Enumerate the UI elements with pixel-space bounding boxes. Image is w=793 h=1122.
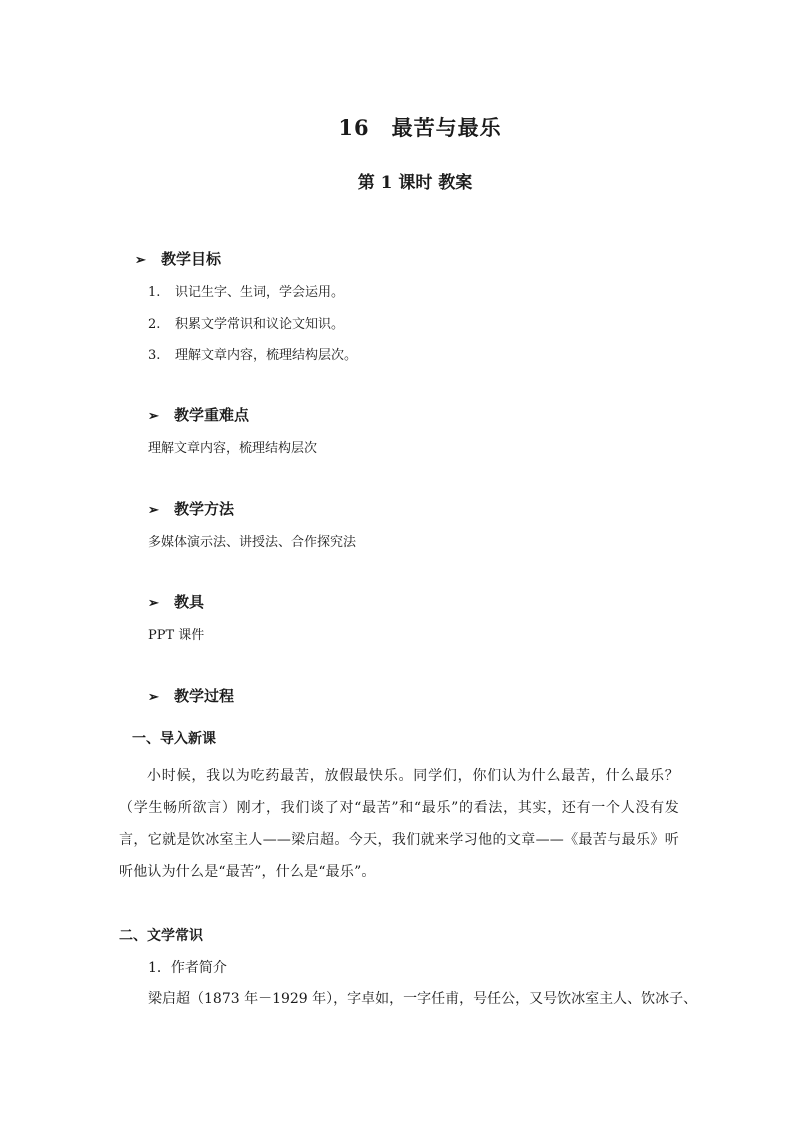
arrow-bullet-icon: ➢ <box>148 503 159 518</box>
arrow-bullet-icon: ➢ <box>135 253 146 268</box>
arrow-bullet-icon: ➢ <box>148 409 159 424</box>
part-heading-intro: 一、导入新课 <box>132 731 216 747</box>
list-item-text: 识记生字、生词，学会运用。 <box>175 285 345 300</box>
part-heading-literature: 二、文学常识 <box>119 928 203 944</box>
list-item <box>148 313 344 332</box>
list-item <box>148 281 344 300</box>
list-item-text: 理解文章内容，梳理结构层次。 <box>175 348 358 363</box>
author-intro-heading: 1．作者简介 <box>148 960 227 976</box>
list-item-number: 2. <box>148 317 161 332</box>
section-heading-tools <box>148 591 204 612</box>
list-item-number: 1. <box>148 285 161 300</box>
section-heading-process <box>148 685 234 706</box>
list-item-text: 积累文学常识和议论文知识。 <box>175 317 345 332</box>
arrow-bullet-icon: ➢ <box>148 596 159 611</box>
list-item <box>148 344 357 363</box>
process-heading-text: 教学过程 <box>174 687 235 705</box>
keypoints-heading-text: 教学重难点 <box>174 406 250 424</box>
list-item-number: 3. <box>148 348 161 363</box>
tools-text: PPT 课件 <box>148 628 205 643</box>
tools-heading-text: 教具 <box>174 593 205 611</box>
goals-heading-text: 教学目标 <box>161 250 222 268</box>
methods-text: 多媒体演示法、讲授法、合作探究法 <box>148 535 357 550</box>
document-title: 16 最苦与最乐 <box>338 115 502 140</box>
methods-heading-text: 教学方法 <box>174 500 235 518</box>
intro-paragraph: 小时候，我以为吃药最苦，放假最快乐。同学们，你们认为什么最苦，什么最乐？（学生畅所欲言）刚才，我们谈了对“最苦”和“最乐”的看法，其实，还有一个人没有发言，它就是饮冰室主人——梁启超。今天，我们就来学习他的文章——《最苦与最乐》听听他认为什么是“最苦”，什么是“最乐”。 <box>119 768 679 880</box>
document-subtitle: 第 1 课时 教案 <box>357 173 473 193</box>
section-heading-goals <box>135 248 221 269</box>
author-intro-paragraph: 梁启超（1873 年－1929 年），字卓如，一字任甫，号任公，又号饮冰室主人、饮冰子、 <box>148 991 698 1007</box>
arrow-bullet-icon: ➢ <box>148 690 159 705</box>
keypoints-text: 理解文章内容，梳理结构层次 <box>148 441 318 456</box>
section-heading-methods <box>148 498 234 519</box>
section-heading-keypoints <box>148 404 249 425</box>
